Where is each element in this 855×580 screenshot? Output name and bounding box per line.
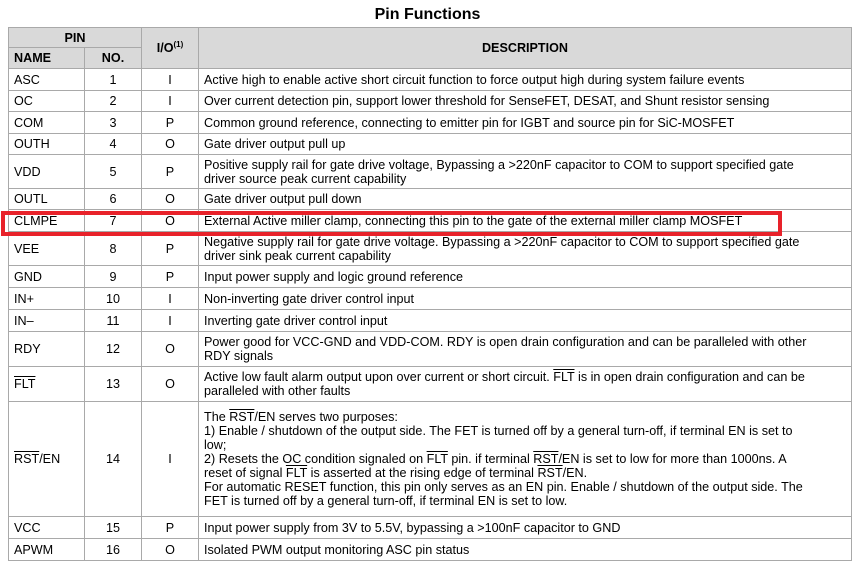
description-line: Isolated PWM output monitoring ASC pin status <box>204 542 470 557</box>
table-row <box>9 155 852 189</box>
pin-io-type: I <box>142 91 199 112</box>
pin-functions-table <box>8 27 852 561</box>
description-line: Gate driver output pull up <box>204 137 346 151</box>
pin-io-type: I <box>142 69 199 91</box>
io-header: $I/O^{(1)}$ <box>142 28 199 69</box>
pin-number: 8 <box>85 232 142 266</box>
pin-description <box>199 310 852 332</box>
pin-number: 4 <box>85 134 142 155</box>
pin-name: COM <box>9 112 85 134</box>
description-line: For automatic RESET function, this pin only serves as an EN pin. Enable / shutdown of the output side. The <box>204 480 803 494</box>
description-line: Active low fault alarm output upon over current or short circuit. $\overline{FLT}$ is in open drain configuration and can be <box>204 370 805 384</box>
table-row <box>9 210 852 232</box>
table-row <box>9 134 852 155</box>
table-row <box>9 91 852 112</box>
pin-description <box>199 539 852 561</box>
description-line: Inverting gate driver control input <box>204 313 388 328</box>
pin-description <box>199 402 852 517</box>
pin-number: 14 <box>85 402 142 517</box>
pin-description <box>199 517 852 539</box>
pin-number: 3 <box>85 112 142 134</box>
table-row <box>9 288 852 310</box>
description-line: Input power supply and logic ground reference <box>204 269 464 284</box>
description-line: Over current detection pin, support lower threshold for SenseFET, DESAT, and Shunt resistor sensing <box>204 94 770 108</box>
pin-number: 15 <box>85 517 142 539</box>
pin-io-type: I <box>142 310 199 332</box>
description-line: 2) Resets the OC condition signaled on $\overline{FLT}$ pin. if terminal $\overline{RST}/EN$ is set to low for more than 1000ns. A <box>204 452 787 466</box>
pin-number: 11 <box>85 310 142 332</box>
table-row <box>9 539 852 561</box>
pin-name: $\overline{FLT}$ <box>9 367 85 402</box>
table-row <box>9 402 852 517</box>
table-row <box>9 266 852 288</box>
description-line: Common ground reference, connecting to emitter pin for IGBT and source pin for SiC-MOSFET <box>204 115 735 130</box>
description-line: Non-inverting gate driver control input <box>204 291 415 306</box>
description-line: driver sink peak current capability <box>204 248 391 263</box>
pin-description <box>199 210 852 232</box>
description-line: reset of signal $\overline{FLT}$ is asserted at the rising edge of terminal $\overline{RST}/EN$. <box>204 466 588 480</box>
pin-name: GND <box>9 266 85 288</box>
description-line: paralleled with other faults <box>204 384 351 398</box>
pin-description <box>199 91 852 112</box>
description-line: Power good for VCC-GND and VDD-COM. RDY is open drain configuration and can be paralleled with other <box>204 335 807 349</box>
description-line: RDY signals <box>204 349 274 363</box>
pin-name: RDY <box>9 332 85 367</box>
pin-io-type: P <box>142 517 199 539</box>
pin-number: 2 <box>85 91 142 112</box>
pin-name: IN+ <box>9 288 85 310</box>
pin-io-type: I <box>142 288 199 310</box>
pin-name: $\overline{RST}/EN$ <box>9 402 85 517</box>
pin-description <box>199 332 852 367</box>
pin-description <box>199 367 852 402</box>
pin-name: ASC <box>9 69 85 91</box>
pin-number: 13 <box>85 367 142 402</box>
pin-description <box>199 69 852 91</box>
description-line: Gate driver output pull down <box>204 192 362 206</box>
description-line: External Active miller clamp, connecting this pin to the gate of the external miller clamp MOSFET <box>204 213 743 228</box>
description-line: Positive supply rail for gate drive voltage, Bypassing a >220nF capacitor to COM to support specified gate <box>204 157 794 172</box>
pin-name: VCC <box>9 517 85 539</box>
pin-name: OUTL <box>9 189 85 210</box>
pin-io-type: O <box>142 134 199 155</box>
pin-name: CLMPE <box>9 210 85 232</box>
pin-number: 1 <box>85 69 142 91</box>
table-row <box>9 112 852 134</box>
description-line: low; <box>204 438 227 452</box>
pin-io-type: O <box>142 332 199 367</box>
pin-header: PIN <box>9 28 142 48</box>
pin-number: 16 <box>85 539 142 561</box>
pin-number: 6 <box>85 189 142 210</box>
pin-io-type: O <box>142 367 199 402</box>
pin-io-type: P <box>142 112 199 134</box>
pin-name: IN– <box>9 310 85 332</box>
description-line: Negative supply rail for gate drive voltage. Bypassing a >220nF capacitor to COM to support specified gate <box>204 234 800 249</box>
pin-name: OUTH <box>9 134 85 155</box>
pin-io-type: I <box>142 402 199 517</box>
pin-number: 7 <box>85 210 142 232</box>
pin-name: APWM <box>9 539 85 561</box>
pin-number: 12 <box>85 332 142 367</box>
pin-number: 10 <box>85 288 142 310</box>
description-line: 1) Enable / shutdown of the output side. The FET is turned off by a general turn-off, if terminal EN is set to <box>204 424 793 438</box>
description-line: FET is turned off by a general turn-off, if terminal EN is set to low. <box>204 494 568 508</box>
table-row <box>9 367 852 402</box>
pin-description <box>199 112 852 134</box>
description-line: Input power supply from 3V to 5.5V, bypassing a >100nF capacitor to GND <box>204 520 621 535</box>
pin-description <box>199 134 852 155</box>
pin-number: 9 <box>85 266 142 288</box>
pin-description <box>199 266 852 288</box>
pin-name: OC <box>9 91 85 112</box>
pin-name: VEE <box>9 232 85 266</box>
table-row <box>9 517 852 539</box>
table-row <box>9 310 852 332</box>
pin-io-type: P <box>142 266 199 288</box>
description-line: The $\overline{RST}/EN$ serves two purposes: <box>204 410 398 424</box>
pin-io-type: O <box>142 539 199 561</box>
pin-description <box>199 155 852 189</box>
number-header: NO. <box>85 48 142 69</box>
pin-number: 5 <box>85 155 142 189</box>
pin-description <box>199 288 852 310</box>
description-line: driver source peak current capability <box>204 171 407 186</box>
description-line: Active high to enable active short circuit function to force output high during system failure events <box>204 72 745 87</box>
table-row <box>9 69 852 91</box>
description-header: DESCRIPTION <box>199 28 852 69</box>
pin-io-type: O <box>142 210 199 232</box>
pin-description <box>199 232 852 266</box>
table-row <box>9 189 852 210</box>
table-title: Pin Functions <box>374 6 481 23</box>
table-row <box>9 232 852 266</box>
pin-io-type: P <box>142 232 199 266</box>
pin-name: VDD <box>9 155 85 189</box>
pin-io-type: O <box>142 189 199 210</box>
pin-description <box>199 189 852 210</box>
pin-io-type: P <box>142 155 199 189</box>
name-header: NAME <box>9 48 85 69</box>
table-row <box>9 332 852 367</box>
